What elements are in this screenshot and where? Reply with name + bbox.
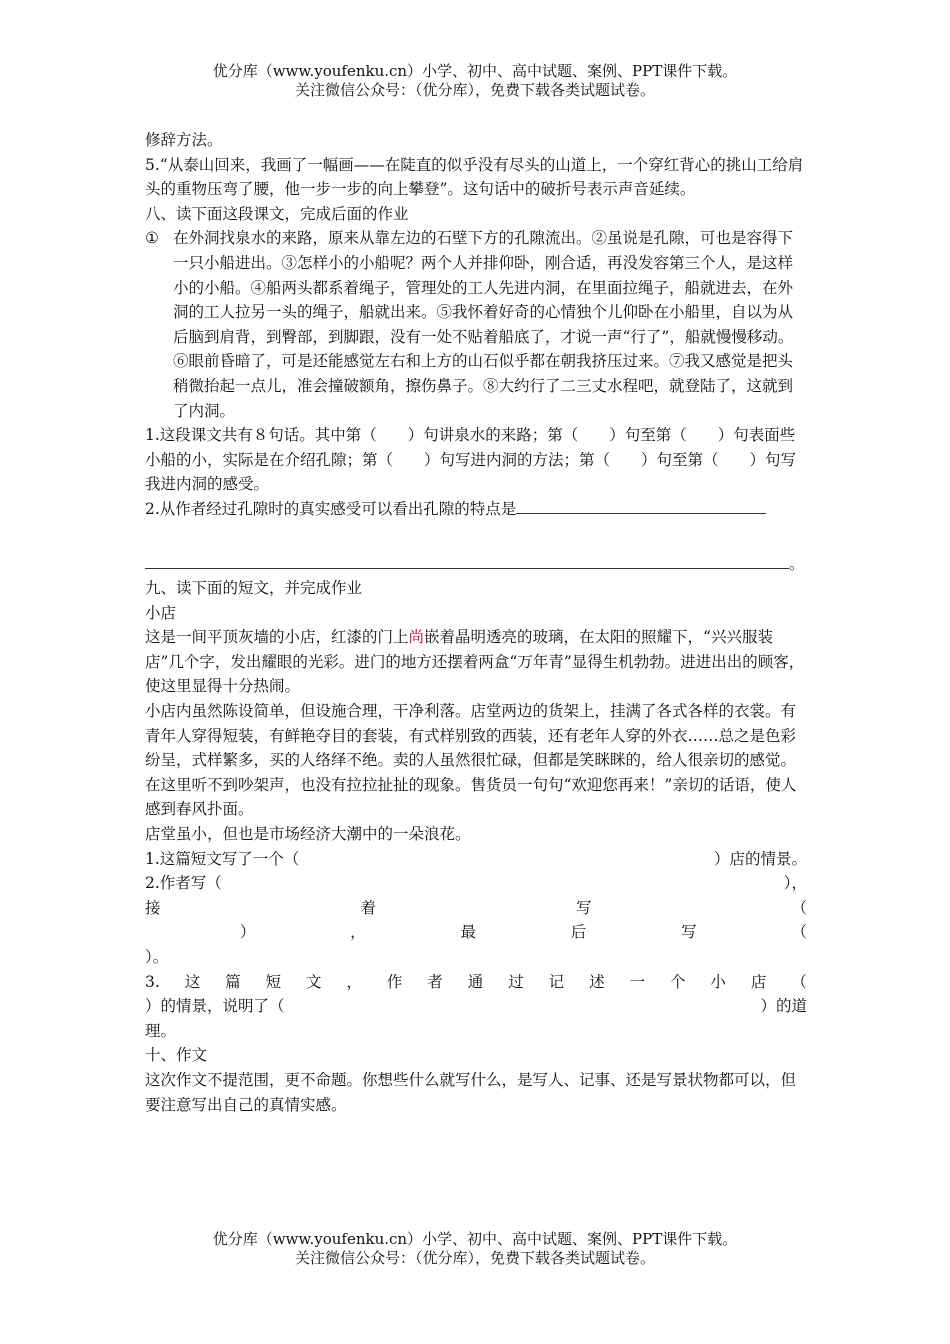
justified-char: ， (350, 923, 366, 942)
question-9-3-row-2 (145, 994, 807, 1019)
justified-char: 者 (427, 972, 443, 991)
question-9-2 (145, 871, 807, 896)
justified-char: 通 (467, 972, 484, 991)
justified-char: 店 (750, 972, 767, 991)
justified-char: 后 (570, 923, 587, 942)
question-9-2-row-2 (145, 896, 807, 921)
question-9-2-row-3 (145, 920, 807, 945)
justified-char: 小 (710, 972, 726, 991)
highlighted-char: 尚 (408, 628, 425, 647)
justified-char: ） (239, 923, 256, 942)
justified-char: 一 (629, 972, 646, 991)
justified-char: （ (791, 898, 807, 917)
justified-char: 述 (589, 972, 605, 991)
story-title: 小店 (145, 603, 177, 622)
justified-char: 写 (681, 923, 697, 942)
question-text: ）的情景，说明了（ (145, 997, 285, 1016)
question-9-1 (145, 847, 807, 872)
passage-text: 在外洞找泉水的来路，原来从靠左边的石壁下方的孔隙流出。②虽说是孔隙，可也是容得下一只小船进出。③怎样小的小船呢？两个人并排仰卧，刚合适，再没发容第三个人，是这样小的小船。④船两头都系着绳子，管理处的工人先进内洞，在里面拉绳子，船就进去，在外洞的工人拉另一头的绳子，船就出来。⑤我怀着好奇的心情独个儿仰卧在小船里，自以为从后脑到肩背，到臀部，到脚跟，没有一处不贴着船底了，才说一声“行了”，船就慢慢移动。⑥眼前昏暗了，可是还能感觉左右和上方的山石似乎都在朝我挤压过来。⑦我又感觉是把头稍微抬起一点儿，准会撞破额角，擦伤鼻子。⑧大约行了二三丈水程吧，就登陆了，这就到了内洞。 (173, 229, 794, 420)
question-8-2 (145, 497, 807, 522)
question-9-3-row-3: 理。 (145, 1021, 177, 1040)
justified-char: 个 (669, 972, 686, 991)
justified-char: 过 (508, 972, 524, 991)
spacer (145, 522, 807, 552)
justified-char: 记 (548, 972, 565, 991)
question-text: ）的道 (760, 997, 807, 1016)
paragraph-text: 这是一间平顶灰墙的小店，红漆的门上 (145, 628, 409, 647)
text-line: 修辞方法。 (145, 131, 223, 149)
answer-blank[interactable] (145, 554, 789, 569)
justified-char: 接 (145, 898, 161, 917)
question-text: 1.这篇短文写了一个（ (145, 849, 300, 868)
justified-char: 短 (265, 972, 282, 991)
paragraph-text: 嵌着晶明透亮的玻璃，在太阳的照耀下，“兴兴服装店”几个字，发出耀眼的光彩。进门的地方还摆着两盒“万年青”显得生机勃勃。进进出出的顾客，使这里显得十分热闹。 (145, 628, 805, 696)
header-line-1: 优分库（www.youfenku.cn）小学、初中、高中试题、案例、PPT课件下载。 (212, 62, 738, 80)
question-8-2-line (145, 552, 807, 577)
section-10-title: 十、作文 (145, 1046, 208, 1065)
section-10-text: 这次作文不提范围，更不命题。你想些什么就写什么，是写人、记事、还是写景状物都可以，但要注意写出自己的真情实感。 (145, 1070, 797, 1114)
justified-char: （ (791, 972, 807, 991)
justified-char: ， (346, 972, 362, 991)
section-8-title: 八、读下面这段课文，完成后面的作业 (145, 204, 409, 223)
story-paragraph-3: 店堂虽小，但也是市场经济大潮中的一朵浪花。 (145, 825, 471, 844)
question-8-2-text: 2.从作者经过孔隙时的真实感受可以看出孔隙的特点是 (145, 499, 517, 518)
question-8-1: 1.这段课文共有８句话。其中第（ ）句讲泉水的来路；第（ ）句至第（ ）句表面些小船的小，实际是在介绍孔隙；第（ ）句写进内洞的方法；第（ ）句至第（ ）句写我进内洞的感受。 (145, 426, 797, 494)
question-text: ）， (783, 874, 807, 893)
justified-char: 着 (360, 898, 376, 917)
header-line-2: 关注微信公众号：（优分库），免费下载各类试题试卷。 (294, 81, 655, 99)
question-text: 2.作者写（ (145, 874, 222, 893)
story-paragraph-1 (145, 625, 807, 699)
question-5: 5.“从泰山回来，我画了一幅画——在陡直的似乎没有尽头的山道上，一个穿红背心的挑山工给肩头的重物压弯了腰，他一步一步的向上攀登”。这句话中的破折号表示声音延续。 (145, 155, 804, 199)
justified-char: 最 (460, 923, 476, 942)
justified-char: 作 (386, 972, 403, 991)
page-header (0, 62, 950, 100)
section-8-passage (145, 226, 807, 423)
footer-line-1: 优分库（www.youfenku.cn）小学、初中、高中试题、案例、PPT课件下载。 (212, 1230, 738, 1248)
justified-char: 文 (306, 972, 322, 991)
answer-blank[interactable] (516, 499, 766, 514)
justified-char: 这 (184, 972, 201, 991)
justified-char: 篇 (225, 972, 241, 991)
question-text: ）店的情景。 (713, 849, 807, 868)
circled-number-1: ① (145, 229, 159, 248)
question-9-2-row-4: ）。 (145, 948, 169, 966)
period: 。 (789, 554, 805, 573)
page-footer (0, 1230, 950, 1268)
story-paragraph-2: 小店内虽然陈设简单，但设施合理，干净利落。店堂两边的货架上，挂满了各式各样的衣裳。有青年人穿得短装，有鲜艳夺目的套装，有式样别致的西装，还有老年人穿的外衣……总之是色彩纷呈，式样繁多，买的人络绎不绝。卖的人虽然很忙碌，但都是笑眯眯的，给人很亲切的感觉。在这里听不到吵架声，也没有拉拉扯扯的现象。售货员一句句“欢迎您再来！”亲切的话语，使人感到春风扑面。 (145, 702, 797, 819)
justified-char: 3. (145, 972, 160, 991)
footer-line-2: 关注微信公众号：（优分库），免费下载各类试题试卷。 (294, 1249, 655, 1267)
justified-char: （ (791, 923, 807, 942)
justified-char: 写 (575, 898, 592, 917)
document-body (145, 128, 807, 1117)
section-9-title: 九、读下面的短文，并完成作业 (145, 579, 363, 598)
question-9-3 (145, 970, 807, 995)
